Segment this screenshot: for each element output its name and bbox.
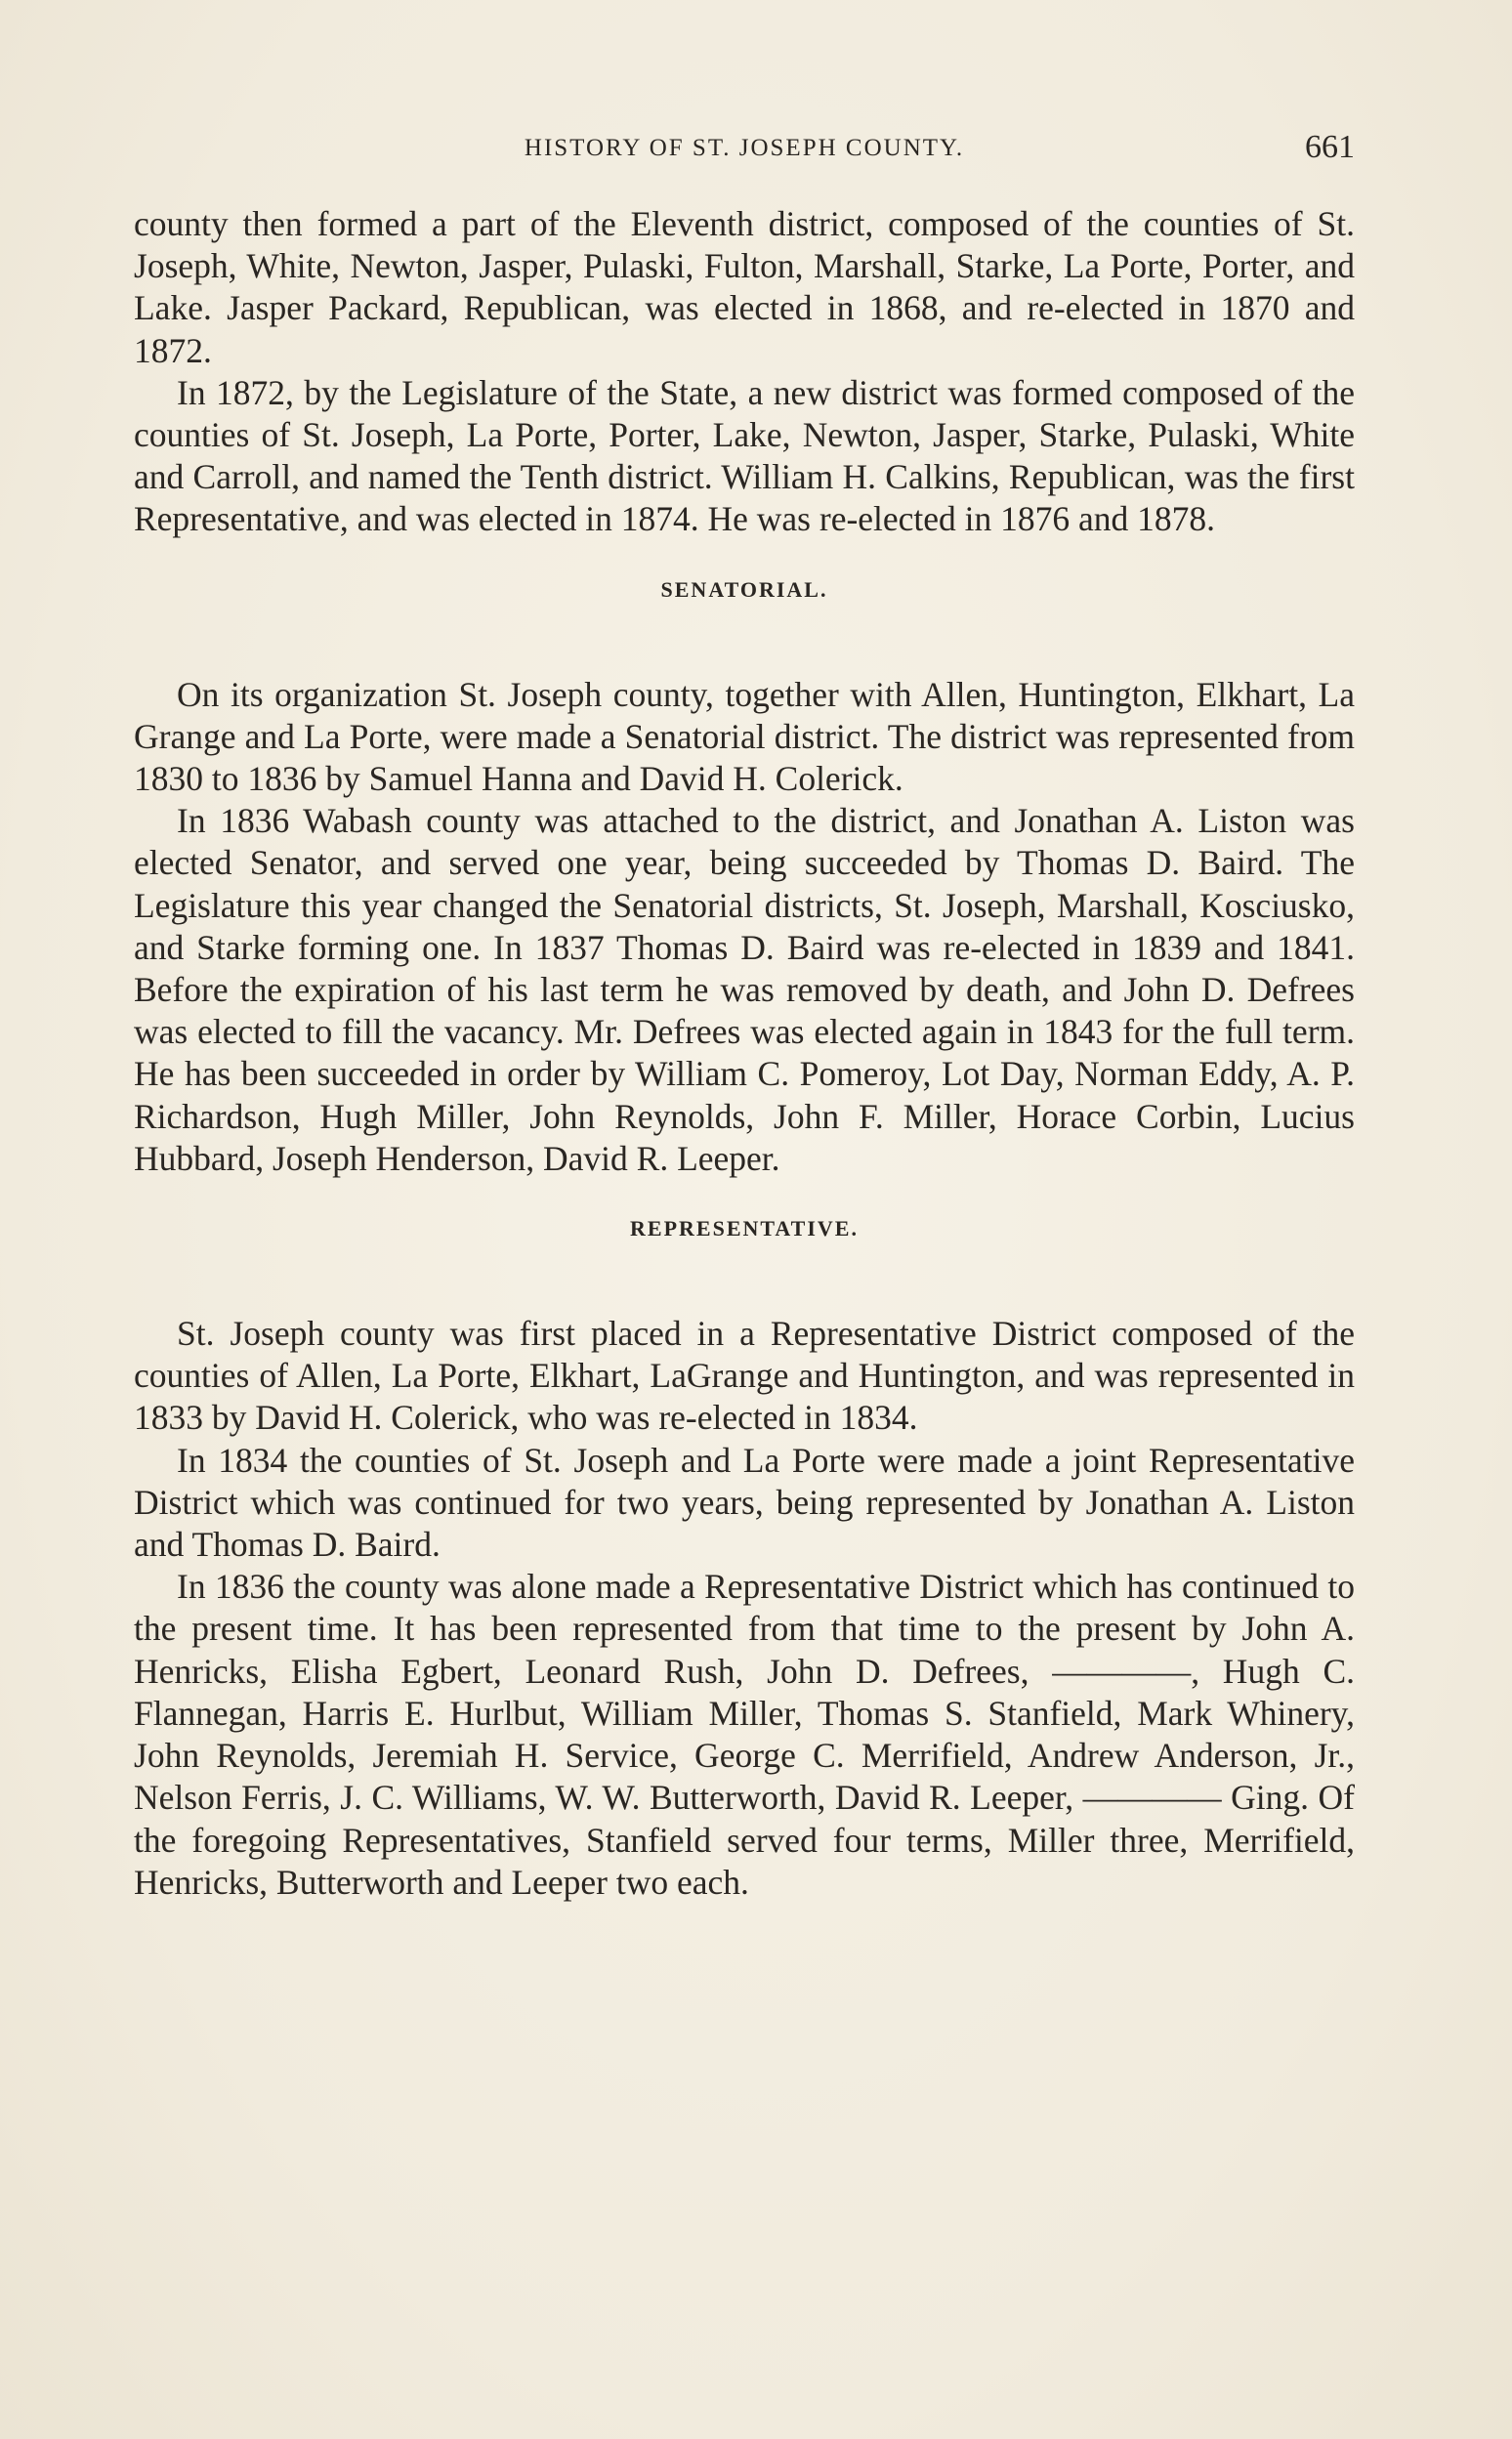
spacer [134,541,1355,568]
spacer [134,611,1355,674]
body-text [134,203,1355,1904]
intro-paragraph-1: county then formed a part of the Eleventh district, composed of the counties of St. Joseph, White, Newton, Jasper, Pulaski, Fulton, Marshall, Starke, La Porte, Porter, and Lake. Jasper Packard, Republican, was elected in 1868, and re-elected in 1870 and 1872. [134,204,1355,370]
section-heading-representative: REPRESENTATIVE. [630,1216,859,1241]
representative-paragraph-3: In 1836 the county was alone made a Representative District which has continued to the present time. It has been represented from that time to the present by John A. Henricks, Elisha Egbert, Leonard Rush, John D. Defrees, ————, Hugh C. Flannegan, Harris E. Hurlbut, William Miller, Thomas S. Stanfield, Mark Whinery, John Reynolds, Jeremiah H. Service, George C. Merrifield, Andrew Anderson, Jr., Nelson Ferris, J. C. Williams, W. W. Butterworth, David R. Leeper, ———— Ging. Of the foregoing Representatives, Stanfield served four terms, Miller three, Merrifield, Henricks, Butterworth and Leeper two each. [134,1567,1355,1902]
spacer [134,1250,1355,1313]
running-title: HISTORY OF ST. JOSEPH COUNTY. [524,135,965,161]
representative-paragraph-1: St. Joseph county was first placed in a Representative District composed of the counties of Allen, La Porte, Elkhart, LaGrange and Huntington, and was represented in 1833 by David H. Colerick, who was re-elected in 1834. [134,1314,1355,1438]
section-heading-senatorial: SENATORIAL. [660,576,828,602]
representative-paragraph-2: In 1834 the counties of St. Joseph and La Porte were made a joint Representative District which was continued for two years, being represented by Jonathan A. Liston and Thomas D. Baird. [134,1440,1355,1565]
page-number: 661 [1305,129,1355,165]
intro-paragraph-2: In 1872, by the Legislature of the State, a new district was formed composed of the counties of St. Joseph, La Porte, Porter, Lake, Newton, Jasper, Starke, Pulaski, White and Carroll, and named the Tenth district. William H. Calkins, Republican, was the first Representative, and was elected in 1874. He was re-elected in 1876 and 1878. [134,372,1355,539]
senatorial-paragraph-1: On its organization St. Joseph county, together with Allen, Huntington, Elkhart, La Grange and La Porte, were made a Senatorial district. The district was represented from 1830 to 1836 by Samuel Hanna and David H. Colerick. [134,674,1355,799]
running-head [134,129,1355,178]
spacer [134,1180,1355,1207]
senatorial-paragraph-2: In 1836 Wabash county was attached to the district, and Jonathan A. Liston was elected Senator, and served one year, being succeeded by Thomas D. Baird. The Legislature this year changed the Senatorial districts, St. Joseph, Marshall, Kosciusko, and Starke forming one. In 1837 Thomas D. Baird was re-elected in 1839 and 1841. Before the expiration of his last term he was removed by death, and John D. Defrees was elected to fill the vacancy. Mr. Defrees was elected again in 1843 for the full term. He has been succeeded in order by William C. Pomeroy, Lot Day, Norman Eddy, A. P. Richardson, Hugh Miller, John Reynolds, John F. Miller, Horace Corbin, Lucius Hubbard, Joseph Henderson, David R. Leeper. [134,801,1355,1178]
